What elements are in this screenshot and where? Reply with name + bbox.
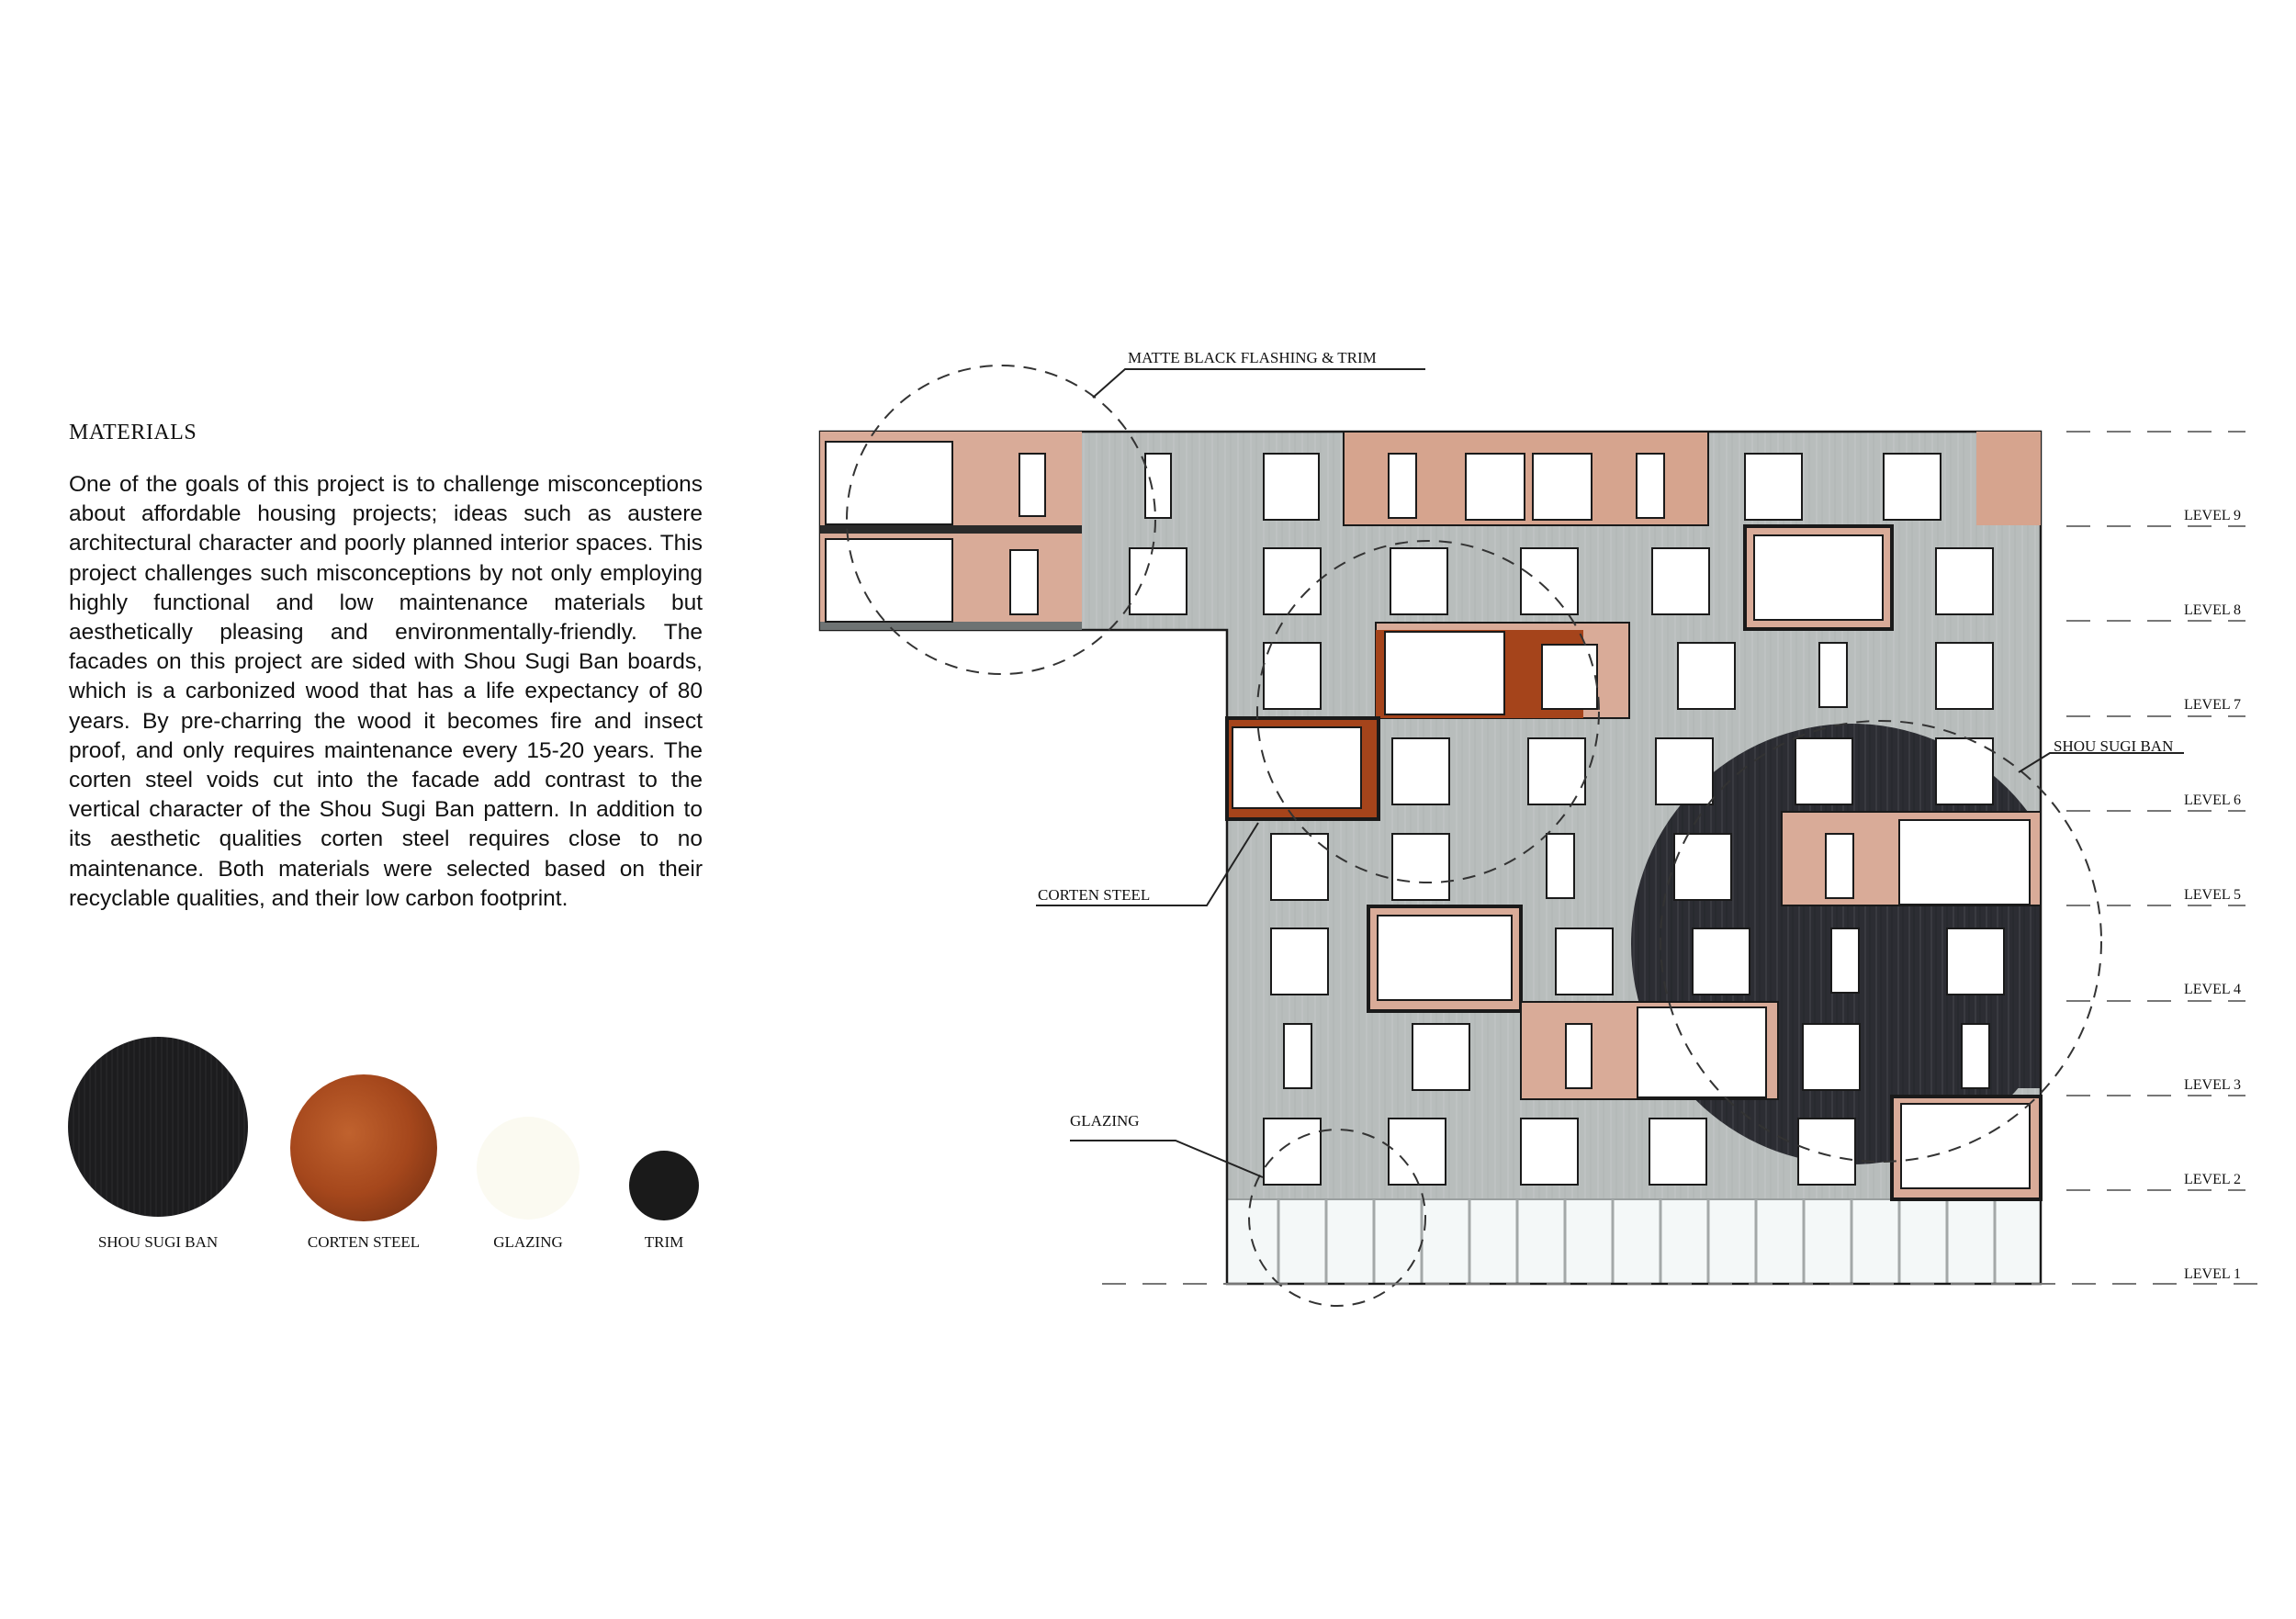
level-label-7: LEVEL 7 xyxy=(2184,697,2242,713)
swatch-shou-sugi-ban-circle xyxy=(68,1037,248,1217)
swatch-label-glazing: GLAZING xyxy=(493,1233,563,1251)
callout-corten-steel: CORTEN STEEL xyxy=(1038,886,1151,904)
swatch-label-trim: TRIM xyxy=(644,1233,684,1251)
callout-shou-sugi-ban: SHOU SUGI BAN xyxy=(2054,737,2174,755)
ground-floor-glazing xyxy=(1227,1199,2041,1284)
swatch-glazing-circle xyxy=(477,1117,580,1220)
swatch-corten-steel-circle xyxy=(290,1074,437,1221)
level-label-3: LEVEL 3 xyxy=(2184,1077,2242,1093)
swatch-trim-circle xyxy=(629,1151,699,1220)
swatch-label-corten-steel: CORTEN STEEL xyxy=(307,1233,421,1251)
level-label-6: LEVEL 6 xyxy=(2184,793,2242,808)
level-label-8: LEVEL 8 xyxy=(2184,602,2242,618)
materials-description: One of the goals of this project is to challenge misconceptions about affordable housing projects; ideas such as austere architectural character and poorly planned interior spaces. This project challenges such misconceptions by not only employing highly functional and low maintenance materials but aesthetically pleasing and environmentally-friendly. The facades on this project are sided with Shou Sugi Ban boards, which is a carbonized wood that has a life expectancy of 80 years. By pre-charring the wood it becomes fire and insect proof, and only requires maintenance every 15-20 years. The corten steel voids cut into the facade add contrast to the vertical character of the Shou Sugi Ban pattern. In addition to its aesthetic qualities corten steel requires close to no maintenance. Both materials were selected based on their recyclable qualities, and their low carbon footprint. xyxy=(69,472,703,911)
level-label-1: LEVEL 1 xyxy=(2184,1266,2242,1282)
swatch-label-shou-sugi-ban: SHOU SUGI BAN xyxy=(97,1233,219,1251)
level-label-5: LEVEL 5 xyxy=(2184,887,2242,903)
callout-glazing: GLAZING xyxy=(1070,1112,1140,1130)
level-label-9: LEVEL 9 xyxy=(2184,508,2242,523)
callout-flashing-trim: MATTE BLACK FLASHING & TRIM xyxy=(1128,349,1377,366)
level-label-4: LEVEL 4 xyxy=(2184,982,2242,997)
level-label-2: LEVEL 2 xyxy=(2184,1172,2242,1187)
materials-heading: MATERIALS xyxy=(69,421,197,444)
